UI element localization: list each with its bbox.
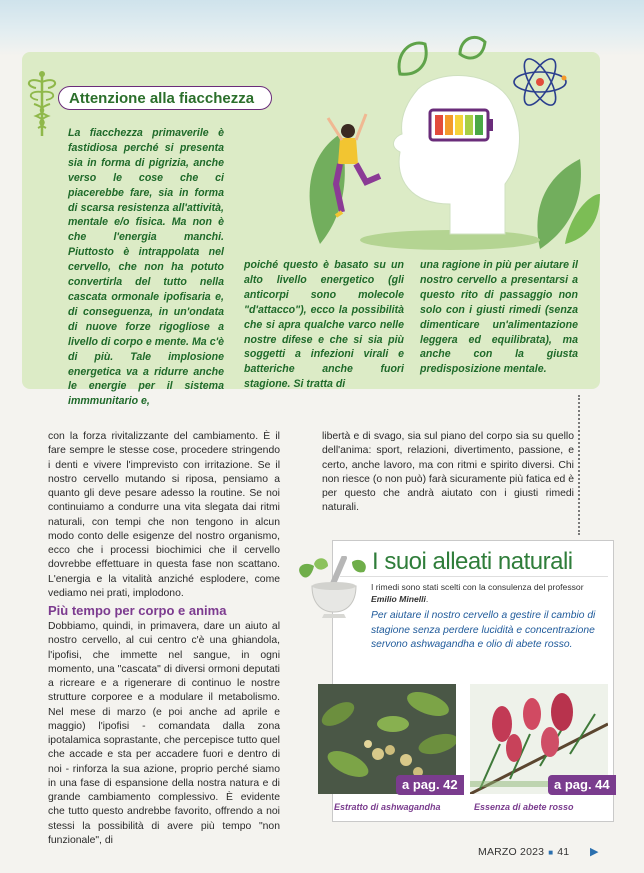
page-number: 41: [557, 846, 570, 858]
next-page-arrow-icon[interactable]: ▶: [590, 846, 599, 858]
sidebar-intro-text: I rimedi sono stati scelti con la consulenza del professor: [371, 582, 584, 592]
dotted-divider: [578, 395, 580, 535]
issue-date: MARZO 2023: [478, 846, 545, 858]
body-right: libertà e di svago, sia sul piano del corpo sia su quello dell'anima: sport, relazioni, divertimento, passione, e certo, anche lavoro, ma con ritmi e spirito diversi. Chi non riesce (o non può) farà sicuramente più fatica ed è per questo che andrà aiutato con i giusti rimedi naturali.: [322, 431, 574, 514]
caduceus-icon: [22, 68, 62, 138]
page-ref-ashwagandha[interactable]: a pag. 42: [396, 775, 464, 795]
consultant-name: Emilio Minelli: [371, 593, 426, 604]
sidebar-title: I suoi alleati naturali: [372, 548, 573, 575]
body-left-1: con la forza rivitalizzante del cambiamento. È il fare sempre le stesse cose, procedere stringendo i denti e vivere l'imprevisto con irritazione. Se il nostro cervello mutando si riposa, pensiamo a quanto gli deve pesare adesso la routine. Se noi continuiamo a condurre una vita slegata dai ritmi naturali, con tempi che non tengono in alcun modo conto delle esigenze del nostro organismo, ecco che i processi biochimici che il cervello dovrebbe effettuare in questa fase non scattano. L'energia e la vitalità anziché esplodere, come vediamo nei prati, implodono.: [48, 431, 280, 599]
footer-separator: ■: [548, 848, 554, 857]
subheading: Più tempo per corpo e anima: [48, 603, 227, 618]
body-left-2: Dobbiamo, quindi, in primavera, dare un aiuto al nostro cervello, al cui centro c'è una ghiandola, l'ipofisi, che immette nel sangue, in ogni momento, una "cascata" di diversi ormoni deputati a ricreare e a rigenerare di continuo le nostre strutture corporee e a modulare il metabolismo. Nel mese di marzo (e poi anche ad aprile e maggio) l'ipofisi - comandata dalla zona ipotalamica soprastante, che percepisce tutto quel che accade e sta per accadere fuori e dentro di noi - rinforza la sua azione, proprio perché siamo in una fase di espansione della nostra natura e di grande cambiamento complessivo. È evidente che tutto questo andrebbe favorito, offrendo a noi stessi la possibilità di avere più tempo "non funzionale", di: [48, 621, 280, 846]
sidebar-lead: Per aiutare il nostro cervello a gestire il cambio di stagione senza perdere lucidità e concentrazione servono ashwagandha e olio di abete rosso.: [371, 610, 596, 651]
page-ref-spruce[interactable]: a pag. 44: [548, 775, 616, 795]
box-column-1: La fiacchezza primaverile è fastidiosa perché si presenta sia in forma di pigrizia, anche verso le cose che ci piacerebbe fare, sia in forma di scarsa resistenza all'attività, mentale e/o fisica. Ma non è che l'energia manchi. Piuttosto è intrappolata nel cervello, che non ha potuto convertirla del tutto nella cascata ormonale ipofisaria e, di conseguenza, in un'ondata di nuove forze rigogliose a livello di corpo e mente. Ma c'è di più. Tale implosione energetica va a ridurre anche le energie per il sistema immmunitario e,: [68, 127, 224, 408]
sidebar-intro: [371, 582, 607, 605]
caption-spruce: Essenza di abete rosso: [474, 802, 574, 812]
mortar-herbs-icon: [294, 556, 374, 620]
caption-ashwagandha: Estratto di ashwagandha: [334, 802, 441, 812]
box-title-pill: [58, 86, 272, 110]
sidebar-intro-end: .: [425, 593, 429, 604]
box-column-3: una ragione in più per aiutare il nostro cervello a presentarsi a questo rito di passaggio non solo con i giusti rimedi (senza dimenticare un'alimentazione leggera ed equilibrata), ma anche con la giusta predisposizione mentale.: [420, 259, 578, 376]
page-footer: [478, 846, 599, 858]
energy-head-illustration: [300, 34, 600, 264]
box-title: Attenzione alla fiacchezza: [69, 89, 255, 107]
box-column-2: poiché questo è basato su un alto livello energetico (gli anticorpi sono molecole "d'attacco"), ecco la possibilità che si apra qualche varco nelle nostre difese e che si sia più soggetti a infezioni virali e batteriche anche fuori stagione. Si tratta di: [244, 259, 404, 391]
